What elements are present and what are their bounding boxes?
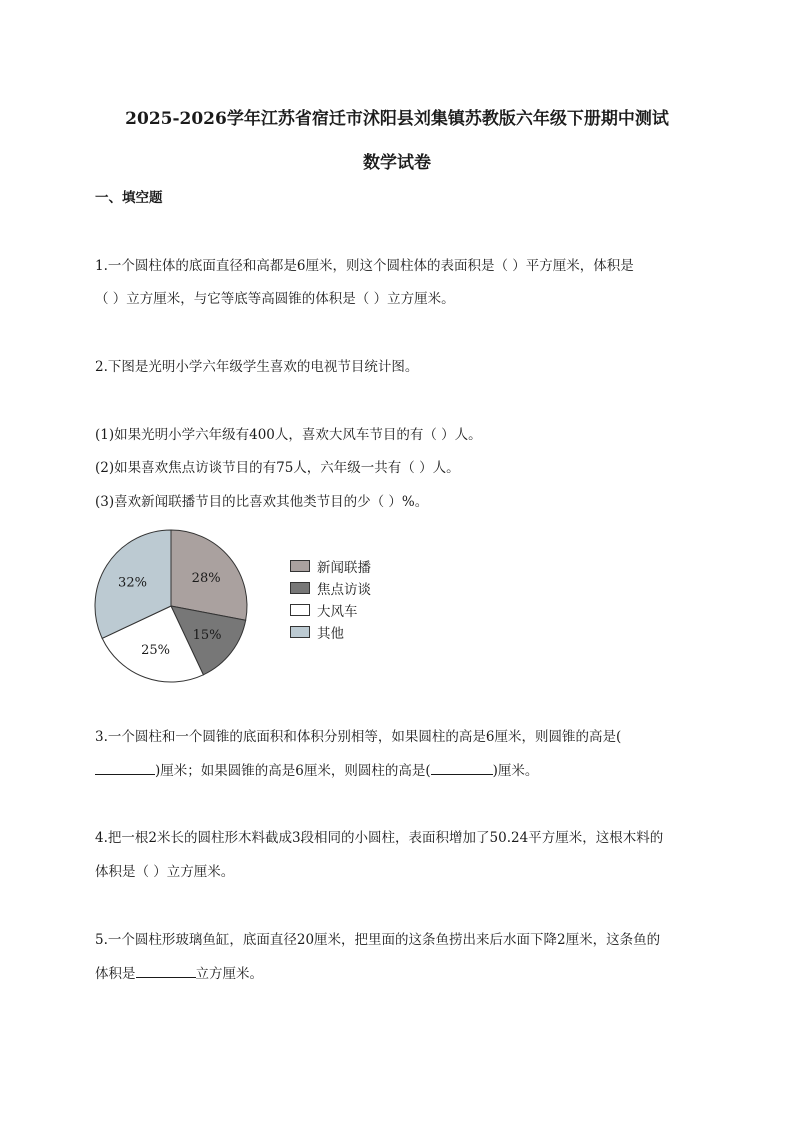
q4-line2: 体积是（ ）立方厘米。 <box>95 864 235 880</box>
legend-label: 焦点访谈 <box>317 582 371 598</box>
answer-blank[interactable] <box>95 760 155 775</box>
legend-swatch <box>290 604 310 616</box>
pie-slice-label: 28% <box>191 570 221 586</box>
q3-line2 <box>95 759 538 779</box>
q2-intro: 2.下图是光明小学六年级学生喜欢的电视节目统计图。 <box>95 359 419 375</box>
q2-sub3: (3)喜欢新闻联播节目的比喜欢其他类节目的少（ ）%。 <box>95 494 429 510</box>
legend-swatch <box>290 626 310 638</box>
page-title: 2025-2026学年江苏省宿迁市沭阳县刘集镇苏教版六年级下册期中测试 <box>125 109 669 129</box>
q5-line1: 5.一个圆柱形玻璃鱼缸，底面直径20厘米，把里面的这条鱼捞出来后水面下降2厘米，这条鱼的 <box>95 932 661 948</box>
q3-line1: 3.一个圆柱和一个圆锥的底面积和体积分别相等，如果圆柱的高是6厘米，则圆锥的高是( <box>95 729 622 745</box>
legend-swatch <box>290 560 310 572</box>
q3-line2-text-b: )厘米。 <box>492 763 539 779</box>
q2-sub1: (1)如果光明小学六年级有400人，喜欢大风车节目的有（ ）人。 <box>95 427 482 443</box>
legend-swatch <box>290 582 310 594</box>
q2-sub2: (2)如果喜欢焦点访谈节目的有75人，六年级一共有（ ）人。 <box>95 460 460 476</box>
pie-slice-label: 25% <box>141 642 171 658</box>
section-heading: 一、填空题 <box>95 190 163 206</box>
q4-line1: 4.把一根2米长的圆柱形木料截成3段相同的小圆柱，表面积增加了50.24平方厘米，这根木料的 <box>95 830 664 846</box>
chart-legend <box>290 556 410 646</box>
q1-line1: 1.一个圆柱体的底面直径和高都是6厘米，则这个圆柱体的表面积是（ ）平方厘米，体积是 <box>95 258 634 274</box>
q5-line2-text-b: 立方厘米。 <box>195 966 263 982</box>
pie-chart <box>80 510 270 690</box>
legend-label: 大风车 <box>317 604 358 620</box>
legend-label: 其他 <box>317 626 344 642</box>
q1-line2: （ ）立方厘米，与它等底等高圆锥的体积是（ ）立方厘米。 <box>95 291 455 307</box>
pie-slice-label: 15% <box>192 627 222 643</box>
q5-line2 <box>95 962 263 982</box>
q3-line2-text-a: )厘米；如果圆锥的高是6厘米，则圆柱的高是( <box>155 763 431 779</box>
page-subtitle: 数学试卷 <box>363 153 431 173</box>
q5-line2-text-a: 体积是 <box>95 966 136 982</box>
answer-blank[interactable] <box>431 760 493 775</box>
legend-label: 新闻联播 <box>317 560 371 576</box>
pie-slice-label: 32% <box>118 575 147 591</box>
answer-blank[interactable] <box>136 963 196 978</box>
